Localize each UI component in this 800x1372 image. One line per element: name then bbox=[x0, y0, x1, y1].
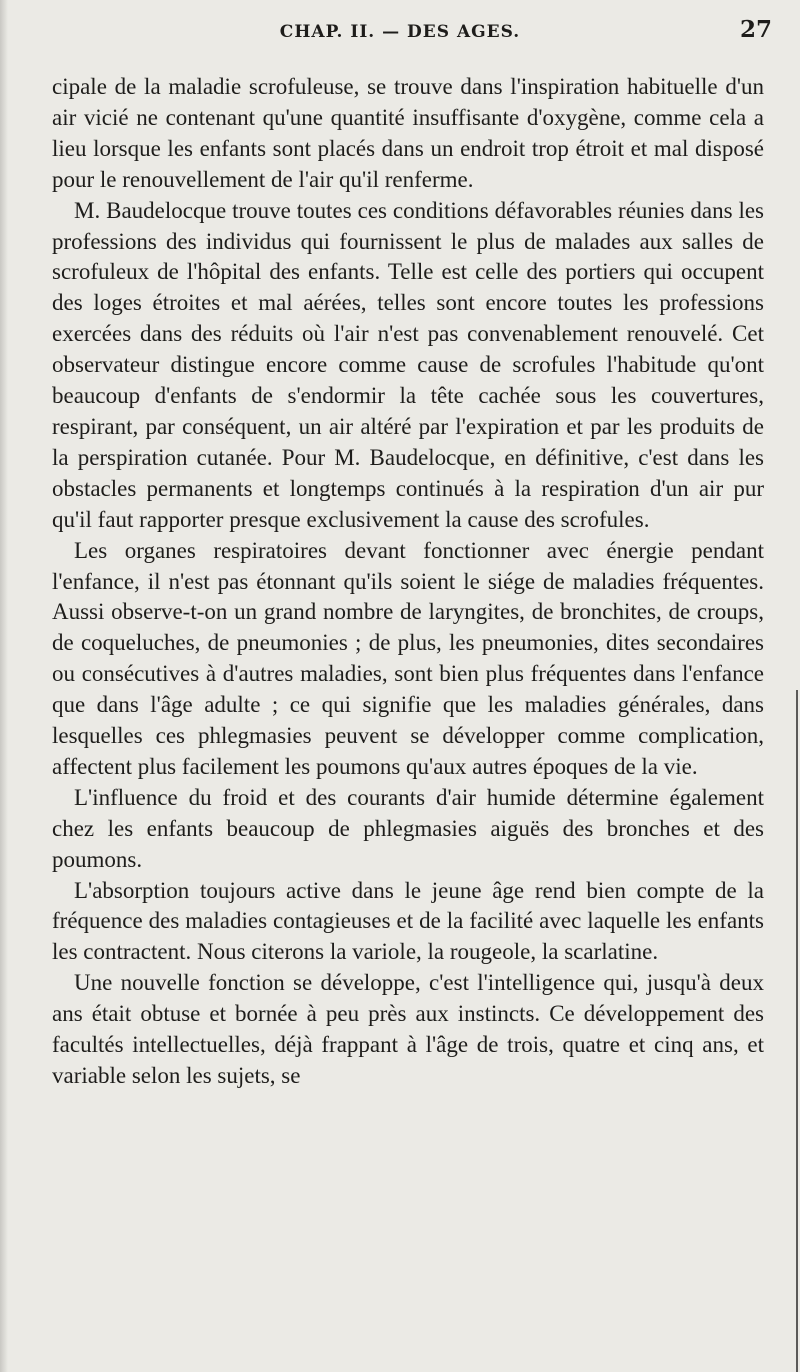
paragraph: L'absorption toujours active dans le jeune âge rend bien compte de la fréquence des maladies contagieuses et de la facilité avec laquelle les enfants les contractent. Nous citerons la variole, la rougeole, la scarlatine. bbox=[52, 877, 764, 965]
paragraph-continuation: cipale de la maladie scrofuleuse, se trouve dans l'inspiration habituelle d'un air vicié ne contenant qu'une quantité insuffisante d'oxygène, comme cela a lieu lorsque les enfants sont placés dans un endroit trop étroit et mal disposé pour le renouvellement de l'air qu'il renferme. bbox=[52, 74, 764, 192]
paragraph: Une nouvelle fonction se développe, c'est l'intelligence qui, jusqu'à deux ans était obtuse et bornée à peu près aux instincts. Ce développement des facultés intellectuelles, déjà frappant à l'âge de trois, quatre et cinq ans, et variable selon les sujets, se bbox=[52, 970, 764, 1088]
running-head: CHAP. II. — DES AGES. bbox=[279, 22, 521, 42]
page-gutter-shadow bbox=[0, 0, 8, 1372]
page-edge-line bbox=[796, 690, 798, 1372]
paragraph: Les organes respiratoires devant fonctionner avec énergie pendant l'enfance, il n'est pas étonnant qu'ils soient le siége de maladies fréquentes. Aussi observe-t-on un grand nombre de laryngites, de bronchites, de croups, de coqueluches, de pneumonies ; de plus, les pneumonies, dites secondaires ou consécutives à d'autres maladies, sont bien plus fréquentes dans l'enfance que dans l'âge adulte ; ce qui signifie que les maladies générales, dans lesquelles ces phlegmasies peuvent se développer comme complication, affectent plus facilement les poumons qu'aux autres époques de la vie. bbox=[52, 537, 764, 779]
body-text bbox=[52, 72, 764, 1092]
paragraph: L'influence du froid et des courants d'air humide détermine également chez les enfants beaucoup de phlegmasies aiguës des bronches et des poumons. bbox=[52, 784, 764, 872]
page-number: 27 bbox=[739, 16, 772, 43]
page-header bbox=[0, 14, 800, 54]
paragraph: M. Baudelocque trouve toutes ces conditions défavorables réunies dans les professions des individus qui fournissent le plus de malades aux salles de scrofuleux de l'hôpital des enfants. Telle est celle des portiers qui occupent des loges étroites et mal aérées, telles sont encore toutes les professions exercées dans des réduits où l'air n'est pas convenablement renouvelé. Cet observateur distingue encore comme cause de scrofules l'habitude qu'ont beaucoup d'enfants de s'endormir la tête cachée sous les couvertures, respirant, par conséquent, un air altéré par l'expiration et par les produits de la perspiration cutanée. Pour M. Baudelocque, en définitive, c'est dans les obstacles permanents et longtemps continués à la respiration d'un air pur qu'il faut rapporter presque exclusivement la cause des scrofules. bbox=[52, 197, 764, 532]
